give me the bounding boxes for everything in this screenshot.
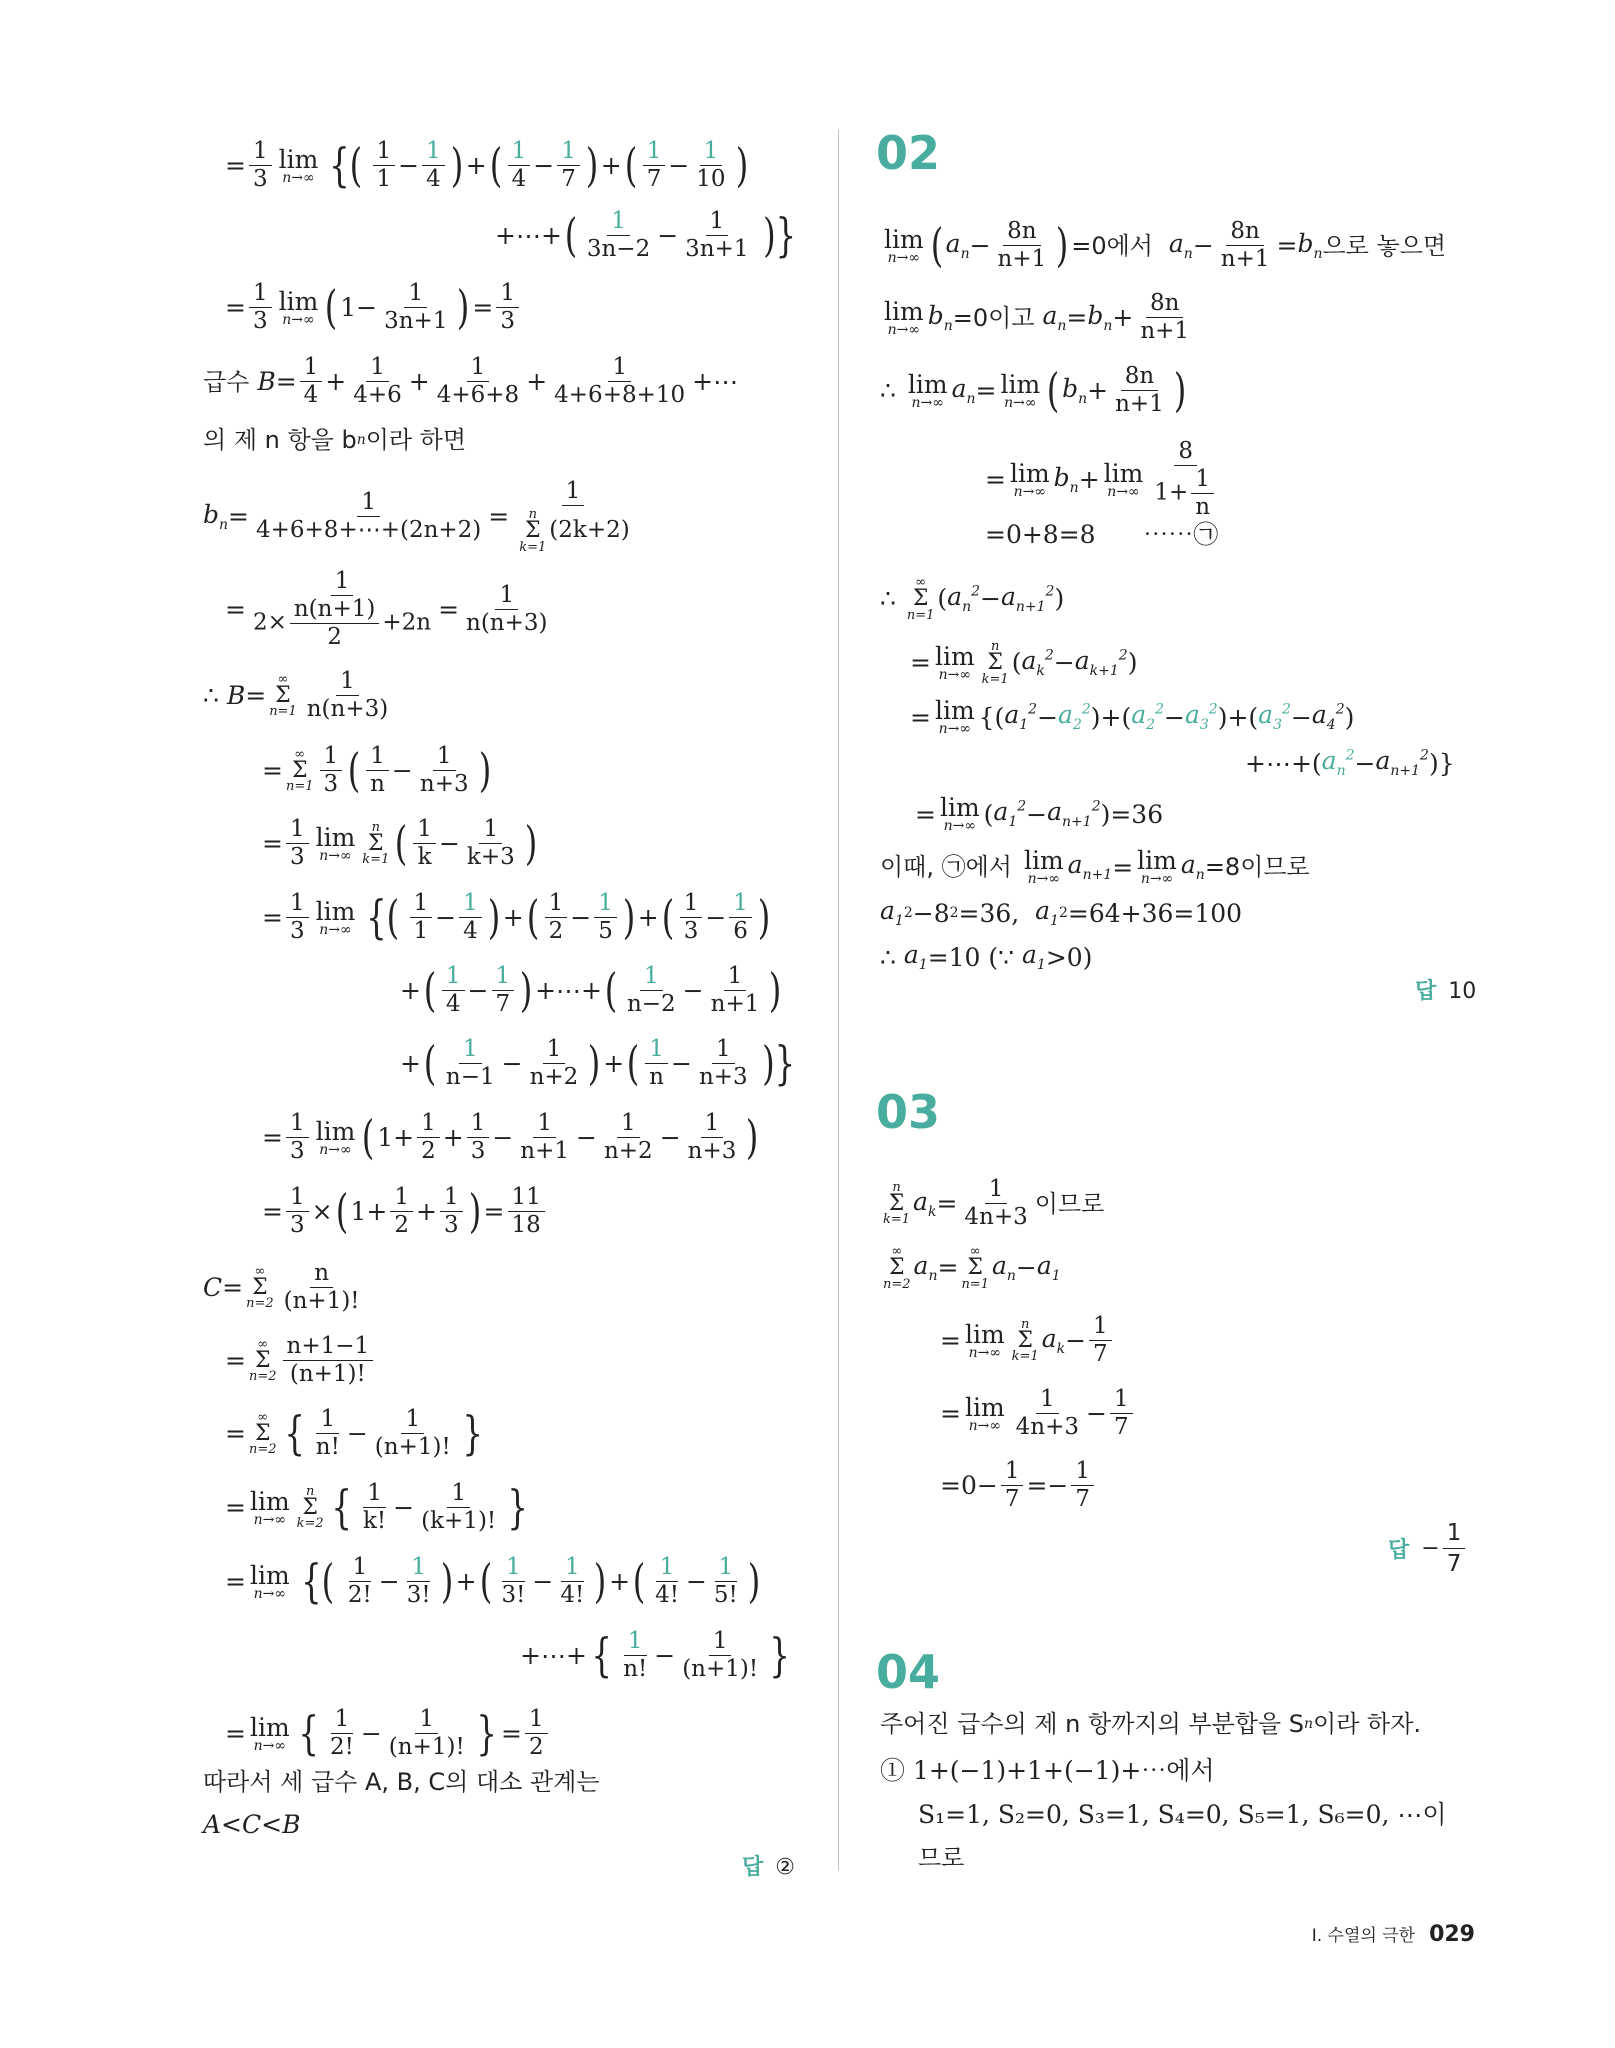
eq-line: =0− $\frac{1}{7}$ =− $\frac{1}{7}$	[940, 1460, 1097, 1511]
eq-line: = ∞ Σ n=1 $\frac{1}{3}$ ( $\frac{1}{n}$ − $\frac{1}{n+3}$ )	[262, 743, 491, 798]
eq-line: = $\frac{1}{3}$ lim n→∞ {( $\frac{1}{1}$ − $\frac{1}{4}$ ) + ( $\frac{1}{4}$ − $\frac{1}{7}$ ) + ( $\frac{1}{7}$ − $\frac{1}{10}$ )	[225, 138, 748, 193]
eq-line: = ∞ Σ n=2 { $\frac{1}{n!}$ − $\frac{1}{(n+1)!}$ }	[225, 1406, 483, 1461]
eq-line: = $\frac{1}{3}$ lim n→∞ ( 1+ $\frac{1}{2}$ + $\frac{1}{3}$ − $\frac{1}{n+1}$ − $\frac{1}{n+2}$ − $\frac{1}{n+3}$ )	[262, 1110, 759, 1165]
answer-box	[742, 1850, 795, 1881]
eq-line: = ∞ Σ n=2 $\frac{n+1-1}{(n+1)!}$	[225, 1335, 376, 1386]
eq-line: = lim n→∞ { $\frac{1}{2!}$ − $\frac{1}{(n+1)!}$ } = $\frac{1}{2}$	[225, 1708, 551, 1759]
eq-line: +⋯+ { $\frac{1}{n!}$ − $\frac{1}{(n+1)!}$ }	[520, 1628, 791, 1683]
eq-line: + ( $\frac{1}{4}$ − $\frac{1}{7}$ ) +⋯+ ( $\frac{1}{n-2}$ − $\frac{1}{n+1}$ )	[400, 963, 782, 1018]
text-line: 의 제 n 항을 b n 이라 하면	[203, 426, 467, 454]
section-number-03: 03	[876, 1085, 941, 1139]
answer-box-03: 답 − $\frac{1}{7}$	[1388, 1520, 1468, 1577]
page-footer	[1312, 1921, 1475, 1947]
conclusion-text: 따라서 세 급수 A, B, C의 대소 관계는	[203, 1768, 600, 1796]
eq-line: = $\frac{1}{3}$ × ( 1+ $\frac{1}{2}$ + $\frac{1}{3}$ ) = $\frac{11}{18}$	[262, 1186, 548, 1237]
answer-box-02	[1415, 974, 1476, 1005]
eq-line: ∴ lim n→∞ $a_n$ = lim n→∞ ( $b_n$ + $\frac{8n}{n+1}$ )	[880, 363, 1187, 418]
eq-line: = lim n→∞ {( $a_1^2$ − $a_2^2$ )+( $a_2^2$ − $a_3^2$ )+( $a_3^2$ − $a_4^2$ )	[910, 696, 1355, 737]
eq-line: $a_1$ 2 −8 2 =36, $a_1$ 2 =64+36=100	[880, 896, 1243, 929]
eq-line: + ( $\frac{1}{n-1}$ − $\frac{1}{n+2}$ ) + ( $\frac{1}{n}$ − $\frac{1}{n+3}$ )}	[400, 1036, 795, 1091]
eq-line: = lim n→∞ n Σ k=2 { $\frac{1}{k!}$ − $\frac{1}{(k+1)!}$ }	[225, 1480, 529, 1535]
eq-line: C = ∞ Σ n=2 $\frac{n}{(n+1)!}$	[203, 1260, 360, 1314]
list-item-1-cont2: 므로	[918, 1844, 965, 1872]
column-divider	[838, 130, 839, 1870]
eq-line: $b_n$ = $\frac{1}{4+6+8+\cdots+(2n+2)}$ = 1 n Σ k=1 (2k+2)	[203, 478, 630, 555]
eq-line: 이때, ㉠에서 lim n→∞ $a_{n+1}$ = lim n→∞ $a_n$ =8이므로	[880, 846, 1310, 887]
answer-tag: 답	[1388, 1538, 1410, 1563]
eq-line: lim n→∞ $b_n$ =0이고 $a_n$ = $b_n$ + $\frac{8n}{n+1}$	[884, 290, 1190, 344]
answer-tag: 답	[1415, 979, 1437, 1004]
eq-line: ∴ B = ∞ Σ n=1 $\frac{1}{n(n+3)}$	[203, 668, 389, 722]
conclusion-inequality: A<C<B	[203, 1810, 301, 1839]
answer-value: 10	[1448, 979, 1477, 1004]
eq-line: = lim n→∞ n Σ k=1 ( $a_k^2$ − $a_{k+1}^2$ )	[910, 639, 1138, 687]
answer-value: ②	[775, 1855, 795, 1880]
text-line: 주어진 급수의 제 n 항까지의 부분합을 S n 이라 하자.	[880, 1710, 1422, 1738]
eq-line: ∴ ∞ Σ n=1 ( $a_n^2$ − $a_{n+1}^2$ )	[880, 575, 1065, 623]
eq-line: +⋯+( $a_n^2$ − $a_{n+1}^2$ )}	[1245, 746, 1455, 779]
eq-line: = lim n→∞ $b_n$ + lim n→∞ 8 1+ $\frac{1}{n}$	[985, 440, 1224, 519]
eq-line: +⋯+ ( $\frac{1}{3n-2}$ − $\frac{1}{3n+1}$ )}	[495, 208, 796, 263]
section-number-04: 04	[876, 1645, 941, 1699]
eq-line: lim n→∞ ( $a_n$ − $\frac{8n}{n+1}$ ) =0에서 $a_n$ − $\frac{8n}{n+1}$ = $b_n$ 으로 놓으면	[884, 218, 1447, 273]
page-number: 029	[1429, 1922, 1475, 1947]
eq-line: ∞ Σ n=2 $a_n$ = ∞ Σ n=1 $a_n$ − $a_1$	[883, 1244, 1061, 1292]
section-number-02: 02	[876, 126, 941, 180]
list-item-1-cont: S₁=1, S₂=0, S₃=1, S₄=0, S₅=1, S₆=0, ⋯이	[918, 1800, 1447, 1829]
chapter-label: Ⅰ. 수열의 극한	[1311, 1926, 1416, 1946]
eq-line: 급수 B = $\frac{1}{4}$ + $\frac{1}{4+6}$ + $\frac{1}{4+6+8}$ + $\frac{1}{4+6+8+10}$ +⋯	[203, 354, 739, 408]
eq-line: = $\frac{1}{3}$ lim n→∞ {( $\frac{1}{1}$ − $\frac{1}{4}$ ) + ( $\frac{1}{2}$ − $\frac{1}{5}$ ) + ( $\frac{1}{3}$ − $\frac{1}{6}$ )	[262, 890, 771, 945]
eq-line: = lim n→∞ $\frac{1}{4n+3}$ − $\frac{1}{7}$	[940, 1388, 1136, 1439]
eq-line: = 1 2× $\frac{n(n+1)}{2}$ +2n = $\frac{1}{n(n+3)}$	[225, 568, 548, 650]
eq-line: = $\frac{1}{3}$ lim n→∞ ( 1− $\frac{1}{3n+1}$ ) = $\frac{1}{3}$	[225, 282, 522, 333]
eq-line: = lim n→∞ ( $a_1^2$ − $a_{n+1}^2$ )=36	[915, 793, 1164, 834]
eq-line: =0+8=8 ⋯⋯㉠	[985, 520, 1219, 549]
eq-line: = $\frac{1}{3}$ lim n→∞ n Σ k=1 ( $\frac{1}{k}$ − $\frac{1}{k+3}$ )	[262, 816, 537, 871]
eq-line: = lim n→∞ {( $\frac{1}{2!}$ − $\frac{1}{3!}$ ) + ( $\frac{1}{3!}$ − $\frac{1}{4!}$ ) + ( $\frac{1}{4!}$ − $\frac{1}{5!}$ )	[225, 1554, 761, 1609]
eq-line: = lim n→∞ n Σ k=1 $a_k$ − $\frac{1}{7}$	[940, 1315, 1115, 1366]
answer-tag: 답	[742, 1855, 764, 1880]
eq-line: ∴ $a_1$ =10 (∵ $a_1$ >0)	[880, 940, 1093, 973]
eq-line: n Σ k=1 $a_k$ = $\frac{1}{4n+3}$ 이므로	[883, 1176, 1105, 1230]
list-item-1: ① 1+(−1)+1+(−1)+⋯에서	[880, 1756, 1215, 1785]
